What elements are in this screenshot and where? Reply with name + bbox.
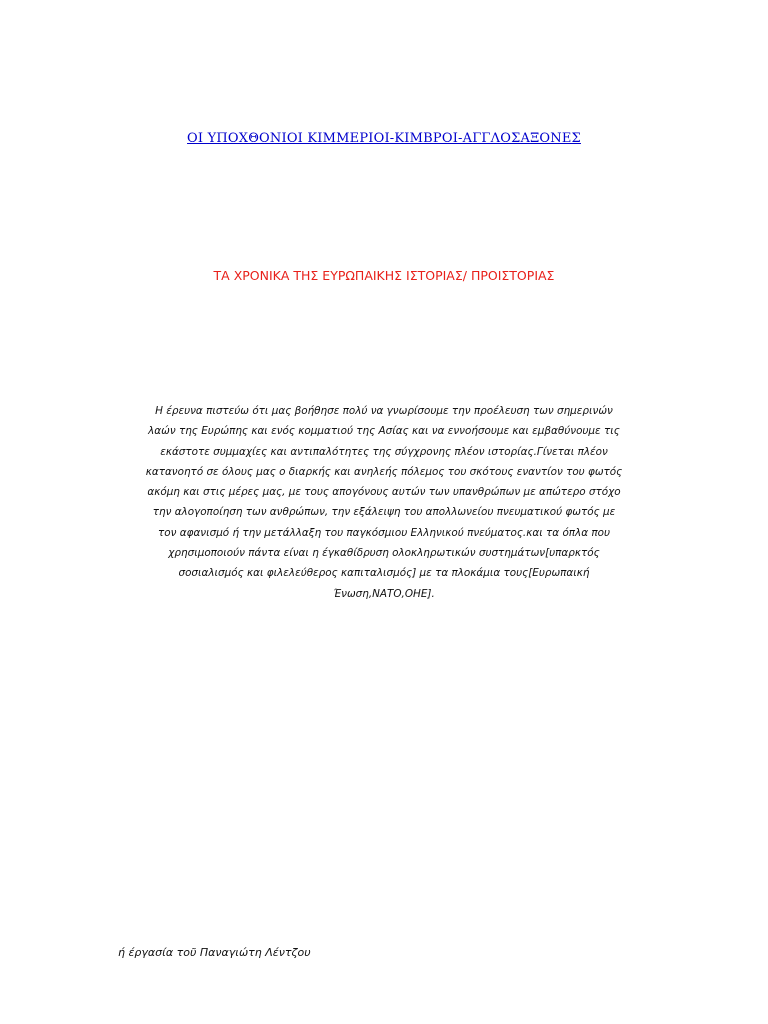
document-title: ΟΙ ΥΠΟΧΘΟΝΙΟΙ ΚΙΜΜΕΡΙΟΙ-ΚΙΜΒΡΟΙ-ΑΓΓΛΟΣΑΞΟΝΕΣ — [187, 131, 581, 146]
body-line: την αλογοποίηση των ανθρώπων, την εξάλειψη του απολλωνείου πνευματικού φωτός με — [152, 506, 616, 519]
author-credit: ή έργασία τοῦ Παναγιώτη Λέντζου — [118, 946, 311, 959]
body-line: κατανοητό σε όλους μας ο διαρκής και ανηλεής πόλεμος του σκότους εναντίον του φωτός — [145, 465, 623, 478]
body-line: ακόμη και στις μέρες μας, με τους απογόνους αυτών των υπανθρώπων με απώτερο στόχο — [147, 486, 621, 499]
body-line: χρησιμοποιούν πάντα είναι η έγκαθίδρυση ολοκληρωτικών συστημάτων[υπαρκτός — [168, 547, 600, 560]
body-paragraph — [112, 401, 656, 604]
body-line: εκάστοτε συμμαχίες και αντιπαλότητες της σύγχρονης πλέον ιστορίας.Γίνεται πλέον — [160, 445, 608, 458]
body-line: σοσιαλισμός και φιλελεύθερος καπιταλισμός] με τα πλοκάμια τους[Ευρωπαική — [178, 567, 590, 580]
body-line: Ένωση,ΝΑΤΟ,ΟΗΕ]. — [333, 587, 435, 600]
document-subtitle: ΤΑ ΧΡΟΝΙΚΑ ΤΗΣ ΕΥΡΩΠΑΙΚΗΣ ΙΣΤΟΡΙΑΣ/ ΠΡΟΙΣΤΟΡΙΑΣ — [213, 268, 555, 283]
body-line: λαών της Ευρώπης και ενός κομματιού της Ασίας και να εννοήσουμε και εμβαθύνουμε τις — [148, 425, 620, 438]
body-line: τον αφανισμό ή την μετάλλαξη του παγκόσμιου Ελληνικού πνεύματος.και τα όπλα που — [158, 526, 610, 539]
body-line: Η έρευνα πιστεύω ότι μας βοήθησε πολύ να γνωρίσουμε την προέλευση των σημερινών — [155, 405, 613, 417]
